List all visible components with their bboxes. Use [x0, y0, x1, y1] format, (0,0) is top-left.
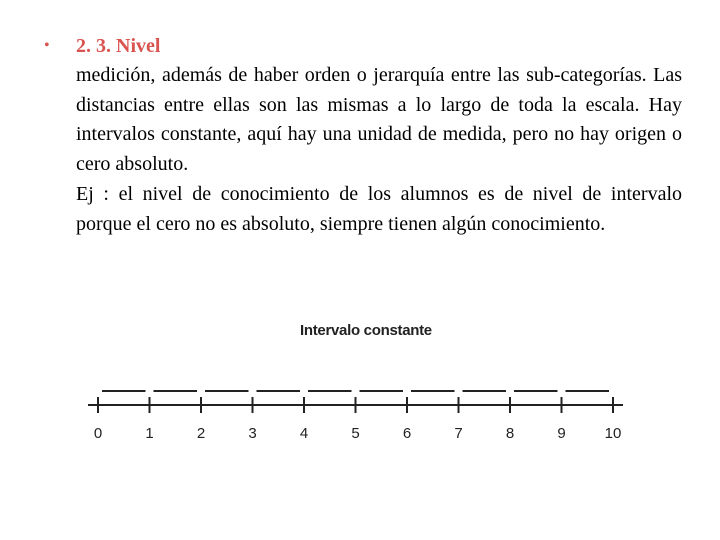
- bullet-marker: •: [44, 37, 50, 54]
- tick-label: 10: [604, 425, 622, 442]
- tick-label: 4: [299, 425, 309, 442]
- example-paragraph: Ej : el nivel de conocimiento de los alumnos es de nivel de intervalo porque el cero no es absoluto, siempre tienen algún conocimiento.: [76, 183, 682, 235]
- section-heading: 2. 3. Nivel: [76, 35, 161, 57]
- figure-title: Intervalo constante: [300, 322, 432, 339]
- tick-label: 3: [248, 425, 257, 442]
- tick-label: 9: [557, 425, 566, 442]
- tick-label: 8: [505, 425, 515, 442]
- definition-paragraph: medición, además de haber orden o jerarquía entre las sub-categorías. Las distancias entre ellas son las mismas a lo largo de toda la escala. Hay intervalos constante, aquí hay una unidad de medida, pero no hay origen o cero absoluto.: [76, 64, 682, 175]
- tick-label: 2: [196, 425, 206, 442]
- tick-label: 1: [145, 425, 154, 442]
- interval-scale-figure: [80, 316, 640, 456]
- tick-label: 7: [454, 425, 463, 442]
- tick-label: 0: [93, 425, 103, 442]
- tick-label: 5: [351, 425, 360, 442]
- tick-label: 6: [402, 425, 412, 442]
- number-line-svg: [80, 316, 640, 456]
